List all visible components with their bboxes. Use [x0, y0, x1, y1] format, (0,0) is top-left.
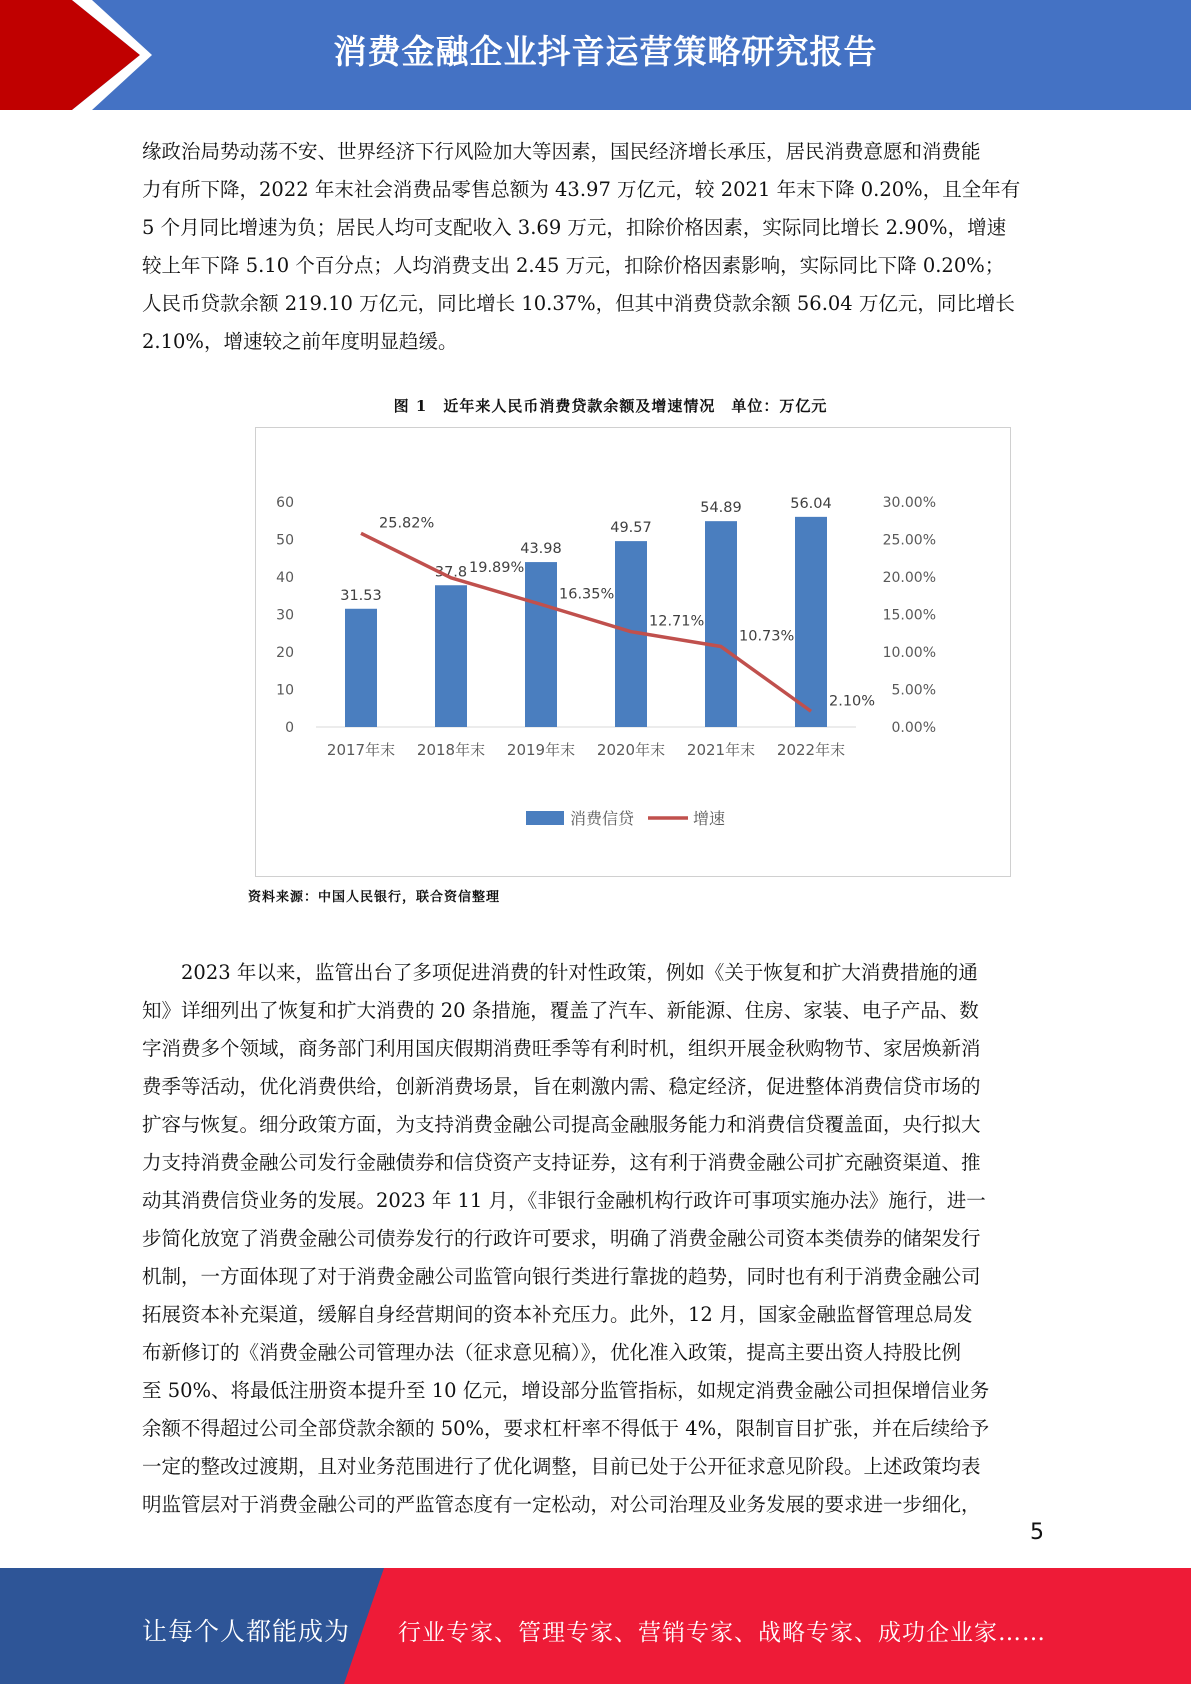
paragraph-2-line: 步简化放宽了消费金融公司债券发行的行政许可要求，明确了消费金融公司资本类债券的储架发行: [142, 1227, 981, 1250]
paragraph-2: [142, 954, 1047, 1524]
bar: [525, 562, 557, 727]
line-data-label: 19.89%: [469, 559, 525, 576]
bar-data-label: 31.53: [340, 587, 382, 604]
paragraph-2-line: 字消费多个领域，商务部门利用国庆假期消费旺季等有利时机，组织开展金秋购物节、家居焕新消: [142, 1037, 981, 1060]
paragraph-1-line: 2.10%，增速较之前年度明显趋缓。: [142, 330, 458, 353]
bar: [435, 585, 467, 727]
bar-data-label: 49.57: [610, 520, 652, 537]
legend-bar-label: 消费信贷: [570, 809, 635, 828]
y-right-tick-label: 30.00%: [882, 495, 936, 511]
bar: [705, 521, 737, 727]
paragraph-2-line: 机制，一方面体现了对于消费金融公司监管向银行类进行靠拢的趋势，同时也有利于消费金融公司: [142, 1265, 981, 1288]
paragraph-1: [142, 133, 1047, 361]
figure-source: 资料来源：中国人民银行，联合资信整理: [248, 890, 501, 905]
y-right-tick-label: 5.00%: [891, 682, 936, 699]
bar: [345, 609, 377, 727]
figure-caption: 图 1 近年来人民币消费贷款余额及增速情况 单位：万亿元: [393, 397, 828, 415]
line-data-label: 16.35%: [559, 586, 615, 603]
y-left-tick-label: 10: [276, 682, 294, 699]
paragraph-2-line: 至 50%、将最低注册资本提升至 10 亿元，增设部分监管指标，如规定消费金融公司担保增信业务: [142, 1379, 990, 1402]
page-header: [0, 0, 1191, 110]
paragraph-1-line: 力有所下降，2022 年末社会消费品零售总额为 43.97 万亿元，较 2021 年末下降 0.20%，且全年有: [142, 178, 1021, 201]
paragraph-2-line: 余额不得超过公司全部贷款余额的 50%，要求杠杆率不得低于 4%，限制盲目扩张，并在后续给予: [142, 1417, 990, 1440]
line-data-label: 10.73%: [739, 628, 795, 645]
paragraph-2-line: 动其消费信贷业务的发展。2023 年 11 月，《非银行金融机构行政许可事项实施办法》施行，进一: [142, 1189, 986, 1212]
y-left-tick-label: 20: [276, 645, 294, 661]
bar-data-label: 37.8: [434, 564, 468, 581]
bar-data-label: 43.98: [520, 541, 562, 558]
y-left-tick-label: 50: [276, 532, 294, 549]
y-left-tick-label: 40: [276, 570, 294, 586]
x-tick-label: 2018年末: [416, 741, 486, 759]
paragraph-1-line: 人民币贷款余额 219.10 万亿元，同比增长 10.37%，但其中消费贷款余额 56.04 万亿元，同比增长: [142, 292, 1015, 315]
combo-chart: [256, 428, 1012, 878]
y-left-tick-label: 60: [276, 495, 294, 511]
x-tick-label: 2020年末: [596, 741, 666, 759]
paragraph-1-line: 缘政治局势动荡不安、世界经济下行风险加大等因素，国民经济增长承压，居民消费意愿和消费能: [142, 140, 981, 163]
y-right-tick-label: 10.00%: [882, 645, 936, 661]
page-number: 5: [1030, 1520, 1044, 1545]
paragraph-1-line: 5 个月同比增速为负；居民人均可支配收入 3.69 万元，扣除价格因素，实际同比增长 2.90%，增速: [142, 216, 1007, 239]
legend-line-label: 增速: [693, 809, 726, 828]
y-right-tick-label: 25.00%: [882, 532, 936, 549]
y-right-tick-label: 20.00%: [882, 570, 936, 586]
y-right-tick-label: 0.00%: [891, 720, 936, 736]
paragraph-2-line: 明监管层对于消费金融公司的严监管态度有一定松动，对公司治理及业务发展的要求进一步细化，: [142, 1493, 981, 1516]
paragraph-2-line: 扩容与恢复。细分政策方面，为支持消费金融公司提高金融服务能力和消费信贷覆盖面，央行拟大: [142, 1113, 981, 1136]
paragraph-2-line: 布新修订的《消费金融公司管理办法（征求意见稿）》，优化准入政策，提高主要出资人持股比例: [142, 1341, 962, 1364]
line-data-label: 12.71%: [649, 613, 705, 630]
page-footer: [0, 1568, 1191, 1684]
paragraph-2-line: 费季等活动，优化消费供给，创新消费场景，旨在刺激内需、稳定经济，促进整体消费信贷市场的: [142, 1075, 981, 1098]
y-left-tick-label: 30: [276, 607, 294, 624]
bar-data-label: 56.04: [790, 495, 832, 512]
paragraph-2-line: 2023 年以来，监管出台了多项促进消费的针对性政策，例如《关于恢复和扩大消费措施的通: [142, 961, 978, 984]
x-tick-label: 2021年末: [686, 741, 756, 759]
bar-data-label: 54.89: [700, 500, 742, 517]
paragraph-2-line: 一定的整改过渡期，且对业务范围进行了优化调整，目前已处于公开征求意见阶段。上述政策均表: [142, 1455, 981, 1478]
footer-slogan-left: 让每个人都能成为: [142, 1617, 351, 1646]
growth-line: [361, 533, 811, 711]
bar: [795, 517, 827, 727]
paragraph-1-line: 较上年下降 5.10 个百分点；人均消费支出 2.45 万元，扣除价格因素影响，实际同比下降 0.20%；: [142, 254, 1005, 277]
line-data-label: 2.10%: [829, 693, 876, 710]
x-tick-label: 2017年末: [326, 741, 396, 759]
paragraph-2-line: 拓展资本补充渠道，缓解自身经营期间的资本补充压力。此外，12 月，国家金融监督管理总局发: [142, 1303, 973, 1326]
y-right-tick-label: 15.00%: [882, 607, 936, 624]
line-data-label: 25.82%: [379, 515, 435, 532]
chart-container: [255, 427, 1011, 877]
x-tick-label: 2019年末: [506, 741, 576, 759]
paragraph-2-line: 知》详细列出了恢复和扩大消费的 20 条措施，覆盖了汽车、新能源、住房、家装、电子产品、数: [142, 999, 979, 1022]
y-left-tick-label: 0: [285, 720, 294, 736]
x-tick-label: 2022年末: [776, 741, 846, 759]
legend-bar-swatch: [526, 811, 564, 825]
paragraph-2-line: 力支持消费金融公司发行金融债券和信贷资产支持证券，这有利于消费金融公司扩充融资渠道、推: [142, 1151, 981, 1174]
footer-slogan-right: 行业专家、管理专家、营销专家、战略专家、成功企业家……: [398, 1620, 1046, 1646]
report-title: 消费金融企业抖音运营策略研究报告: [333, 32, 878, 71]
